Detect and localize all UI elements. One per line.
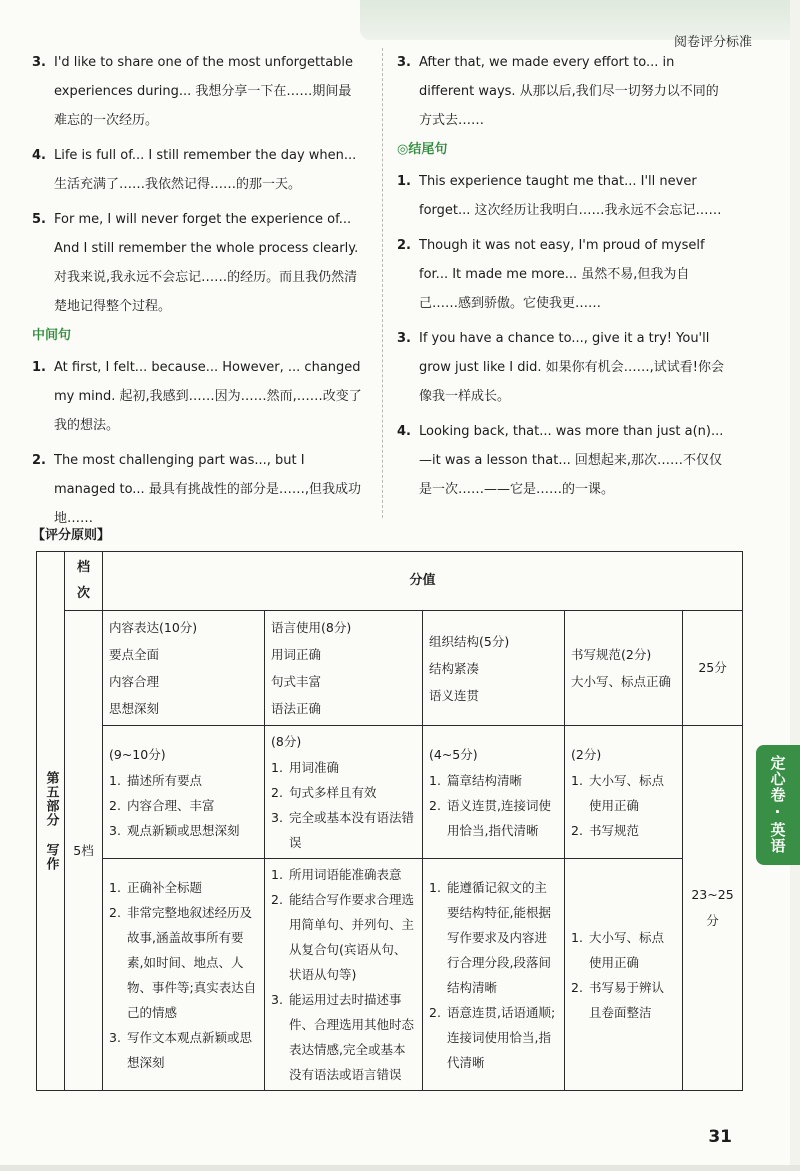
page-number: 31 [708,1127,732,1147]
item-text: The most challenging part was..., but I managed to... 最具有挑战性的部分是……,但我成功地…… [54,453,361,526]
list-item [397,48,727,135]
criteria-cell [265,859,423,1091]
category-cell [265,611,423,726]
list-item [397,167,727,225]
list-item [397,324,727,411]
criteria-score: (2分) [571,746,602,762]
criteria-point: 3. 能运用过去时描述事件、合理选用其他时态表达情感,完全或基本没有语法或语言错误 [271,992,415,1082]
item-number: 5. [32,212,46,227]
item-number: 4. [397,424,411,439]
item-number: 2. [397,238,411,253]
header-level: 档次 [65,552,103,611]
criteria-point: 2. 书写易于辨认且卷面整洁 [571,979,665,1020]
category-line: 要点全面 [109,647,160,662]
item-number: 1. [32,360,46,375]
category-line: 思想深刻 [109,701,160,716]
criteria-cell [265,726,423,859]
criteria-cell [103,726,265,859]
category-title: 语言使用(8分) [271,620,352,635]
criteria-point: 1. 用词准确 [271,760,340,775]
criteria-score: (4~5分) [429,746,478,762]
section-heading-middle: 中间句 [32,328,72,343]
category-title: 组织结构(5分) [429,633,510,649]
criteria-point: 3. 写作文本观点新颖或思想深刻 [109,1029,253,1070]
total-cell: 25分 [683,611,743,726]
list-item [32,205,364,321]
criteria-point: 2. 句式多样且有效 [271,785,377,800]
item-text: Though it was not easy, I'm proud of myself for... It made me more... 虽然不易,但我为自己……感到骄傲。它使我更…… [419,238,705,311]
rubric-table [36,551,743,1091]
side-tab-label: 定心卷·英语 [768,755,787,854]
item-text: If you have a chance to..., give it a try! You'll grow just like I did. 如果你有机会……,试试看!你会像我一样成长。 [419,331,724,404]
criteria-score: (8分) [271,734,302,749]
criteria-point: 2. 非常完整地叙述经历及故事,涵盖故事所有要素,如时间、地点、人物、事件等;真实表达自己的情感 [109,904,257,1020]
item-text: Looking back, that... was more than just a(n)... —it was a lesson that... 回想起来,那次……不仅仅是一次……——它是……的一课。 [419,424,724,497]
header-score: 分值 [103,552,743,611]
criteria-point: 2. 书写规范 [571,822,640,838]
criteria-point: 2. 内容合理、丰富 [109,797,215,813]
criteria-cell [565,726,683,859]
criteria-cell [103,859,265,1091]
category-line: 语法正确 [271,701,322,716]
criteria-cell [423,859,565,1091]
category-line: 大小写、标点正确 [571,674,672,689]
section-heading-end: ◎结尾句 [397,142,448,157]
item-text: After that, we made every effort to... in different ways. 从那以后,我们尽一切努力以不同的方式去…… [419,55,719,128]
category-line: 句式丰富 [271,674,322,689]
bottom-bar [0,1165,800,1171]
column-divider [382,48,383,518]
criteria-score: (9~10分) [109,746,166,762]
item-text: This experience taught me that... I'll never forget... 这次经历让我明白……我永远不会忘记…… [419,174,722,218]
criteria-point: 1. 篇章结构清晰 [429,772,523,788]
item-number: 4. [32,148,46,163]
criteria-point: 2. 语意连贯,话语通顺;连接词使用恰当,指代清晰 [429,1004,556,1070]
level-label: 5档 [73,842,94,858]
criteria-point: 3. 完全或基本没有语法错误 [271,810,415,850]
part-label: 第五部分 写作 [43,771,59,871]
list-item [32,353,364,440]
category-cell [565,611,683,726]
criteria-point: 1. 正确补全标题 [109,879,203,895]
part-label-cell [37,552,65,1091]
criteria-cell [565,859,683,1091]
criteria-point: 1. 能遵循记叙文的主要结构特征,能根据写作要求及内容进行合理分段,段落间结构清晰 [429,879,551,995]
total-cell: 23~25分 [683,726,743,1091]
item-number: 2. [32,453,46,468]
rating-title: 【评分原则】 [32,528,111,543]
item-number: 1. [397,174,411,189]
level-cell [65,611,103,1091]
criteria-point: 1. 描述所有要点 [109,772,203,788]
right-column [397,48,727,504]
item-text: At first, I felt... because... However, ... changed my mind. 起初,我感到……因为……然而,……改变了我的想法。 [54,360,362,433]
category-cell [423,611,565,726]
item-text: For me, I will never forget the experience of... And I still remember the whole process clearly. 对我来说,我永远不会忘记……的经历。而且我仍然清楚地记得整个过程。 [54,212,359,314]
criteria-point: 1. 大小写、标点使用正确 [571,772,665,813]
category-line: 用词正确 [271,647,322,662]
criteria-cell [423,726,565,859]
list-item [397,417,727,504]
criteria-point: 2. 语义连贯,连接词使用恰当,指代清晰 [429,797,551,838]
header-label: 阅卷评分标准 [673,35,752,50]
item-text: I'd like to share one of the most unforgettable experiences during... 我想分享一下在……期间最难忘的一次经历。 [54,55,354,128]
item-number: 3. [397,55,411,70]
category-line: 内容合理 [109,674,160,689]
list-item [397,231,727,318]
list-item [32,446,364,533]
item-number: 3. [32,55,46,70]
category-line: 语义连贯 [429,687,480,703]
criteria-point: 1. 大小写、标点使用正确 [571,929,665,970]
left-column [32,48,364,533]
side-tab [756,745,800,865]
category-cell [103,611,265,726]
list-item [32,48,364,135]
list-item [32,141,364,199]
item-number: 3. [397,331,411,346]
criteria-point: 1. 所用词语能准确表意 [271,867,402,882]
category-title: 内容表达(10分) [109,620,198,635]
criteria-point: 2. 能结合写作要求合理选用简单句、并列句、主从复合句(宾语从句、状语从句等) [271,892,415,982]
category-title: 书写规范(2分) [571,647,652,662]
item-text: Life is full of... I still remember the day when... 生活充满了……我依然记得……的那一天。 [54,148,357,192]
criteria-point: 3. 观点新颖或思想深刻 [109,822,240,838]
category-line: 结构紧凑 [429,660,480,676]
